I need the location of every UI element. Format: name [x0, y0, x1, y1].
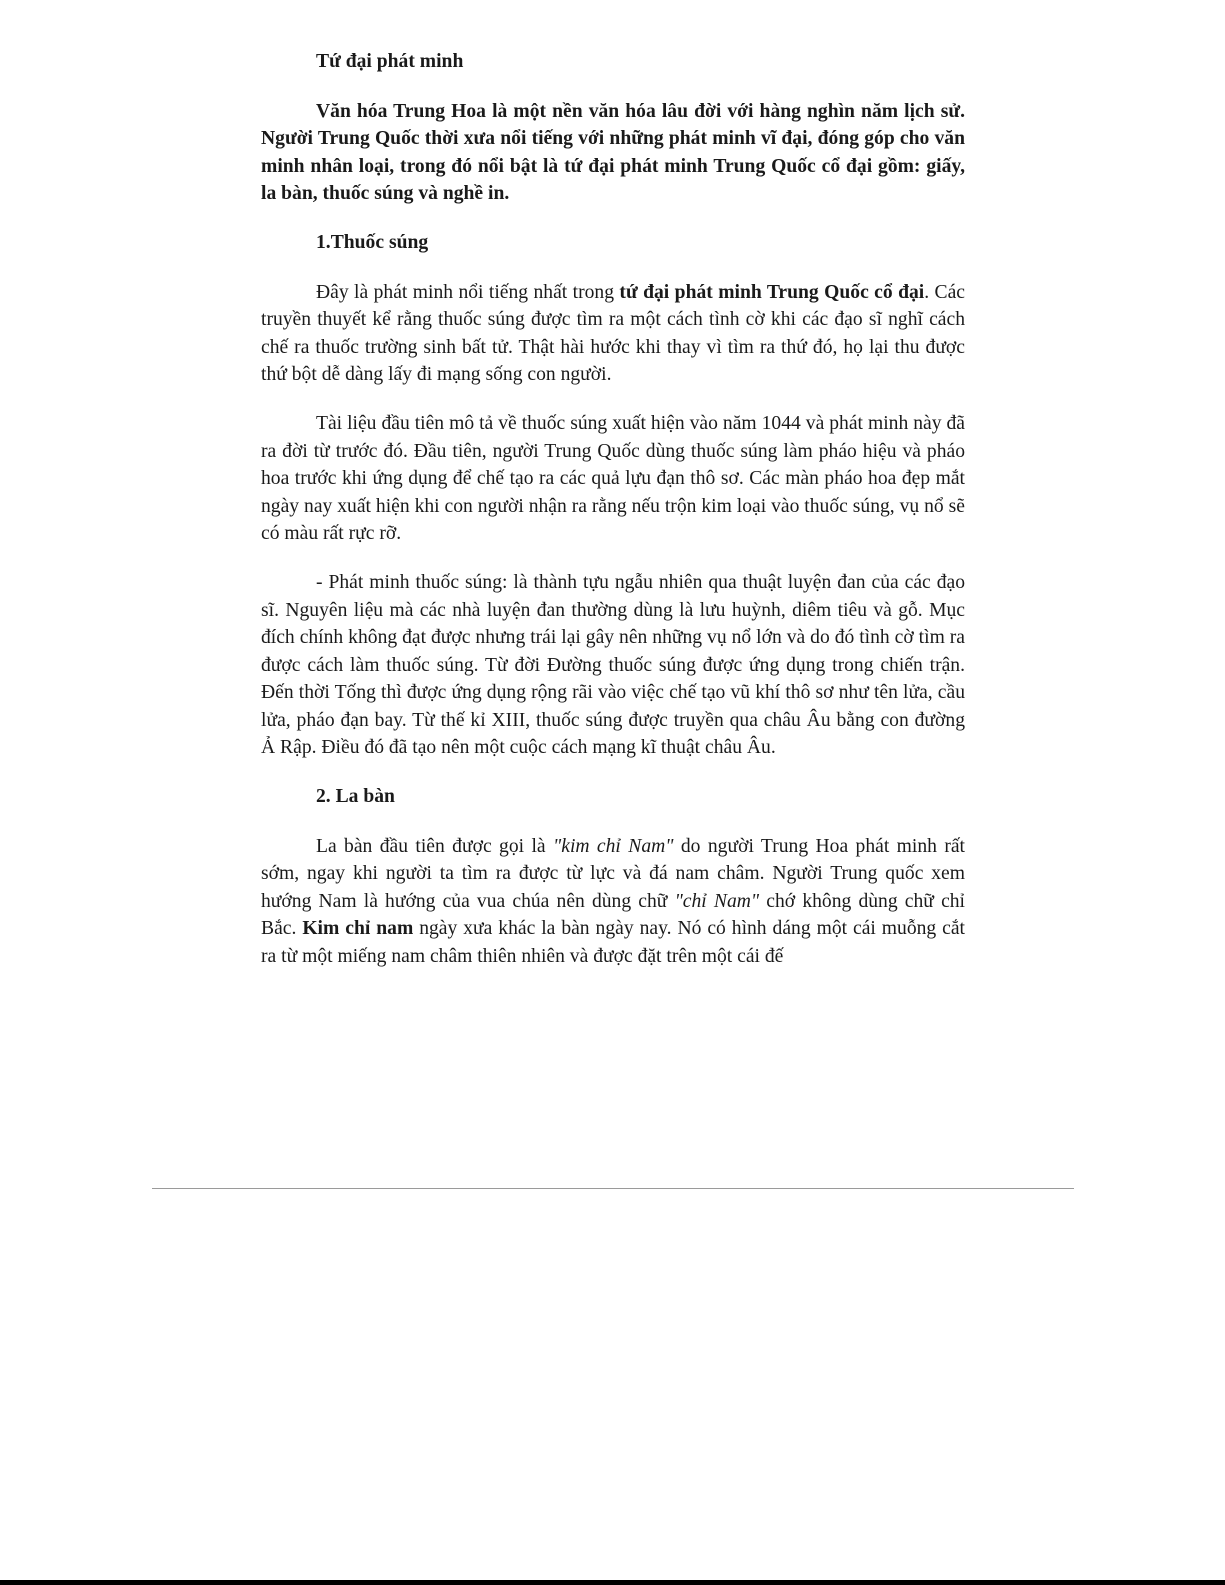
- text-run: chớ không dùng chữ chỉ Bắc.: [261, 890, 966, 940]
- document-title: Tứ đại phát minh: [316, 51, 464, 72]
- text-run: do người Trung Hoa phát minh rất sớm, ngay khi người ta tìm ra được từ lực và đá nam châm. Người Trung quốc xem hướng Nam là hướng của vua chúa nên dùng chữ: [261, 835, 965, 912]
- italic-run: "kim chỉ Nam": [553, 835, 674, 857]
- intro-paragraph: Văn hóa Trung Hoa là một nền văn hóa lâu đời với hàng nghìn năm lịch sử. Người Trung Quốc thời xưa nổi tiếng với những phát minh vĩ đại, đóng góp cho văn minh nhân loại, trong đó nổi bật là tứ đại phát minh Trung Quốc cổ đại gồm: giấy, la bàn, thuốc súng và nghề in.: [261, 100, 965, 205]
- page-divider: [152, 1188, 1074, 1189]
- italic-run: "chỉ Nam": [674, 890, 760, 912]
- gunpowder-paragraph-2: Tài liệu đầu tiên mô tả về thuốc súng xuất hiện vào năm 1044 và phát minh này đã ra đời từ trước đó. Đầu tiên, người Trung Quốc dùng thuốc súng làm pháo hiệu và pháo hoa trước khi ứng dụng để chế tạo ra các quả lựu đạn thô sơ. Các màn pháo hoa đẹp mắt ngày nay xuất hiện khi con người nhận ra rằng nếu trộn kim loại vào thuốc súng, vụ nổ sẽ có màu rất rực rỡ.: [261, 412, 965, 545]
- section-heading-gunpowder: 1.Thuốc súng: [316, 231, 429, 253]
- bold-run: tứ đại phát minh Trung Quốc cổ đại: [619, 281, 925, 303]
- text-run: La bàn đầu tiên được gọi là: [316, 835, 554, 857]
- text-run: ngày xưa khác la bàn ngày nay. Nó có hình dáng một cái muỗng cắt ra từ một miếng nam châm thiên nhiên và được đặt trên một cái đế: [261, 918, 965, 968]
- text-run: . Các truyền thuyết kể rằng thuốc súng được tìm ra một cách tình cờ khi các đạo sĩ nghĩ cách chế ra thuốc trường sinh bất tử. Thật hài hước khi thay vì tìm ra thứ đó, họ lại thu được thứ bột dễ dàng lấy đi mạng sống con người.: [261, 281, 966, 386]
- bold-run: Kim chỉ nam: [302, 918, 414, 940]
- compass-paragraph-1: [261, 833, 965, 971]
- bottom-edge-bar: [0, 1580, 1225, 1585]
- text-run: Đây là phát minh nổi tiếng nhất trong: [316, 281, 620, 303]
- gunpowder-paragraph-3: - Phát minh thuốc súng: là thành tựu ngẫu nhiên qua thuật luyện đan của các đạo sĩ. Nguyên liệu mà các nhà luyện đan thường dùng là lưu huỳnh, diêm tiêu và gỗ. Mục đích chính không đạt được nhưng trái lại gây nên những vụ nổ lớn và do đó tình cờ tìm ra được cách làm thuốc súng. Từ đời Đường thuốc súng được ứng dụng trong chiến trận. Đến thời Tống thì được ứng dụng rộng rãi vào việc chế tạo vũ khí thô sơ như tên lửa, cầu lửa, pháo đạn bay. Từ thế kỉ XIII, thuốc súng được truyền qua châu Âu bằng con đường Ả Rập. Điều đó đã tạo nên một cuộc cách mạng kĩ thuật châu Âu.: [261, 571, 965, 759]
- gunpowder-paragraph-1: [261, 279, 965, 389]
- document-body: [261, 48, 965, 992]
- section-heading-compass: 2. La bàn: [316, 786, 395, 808]
